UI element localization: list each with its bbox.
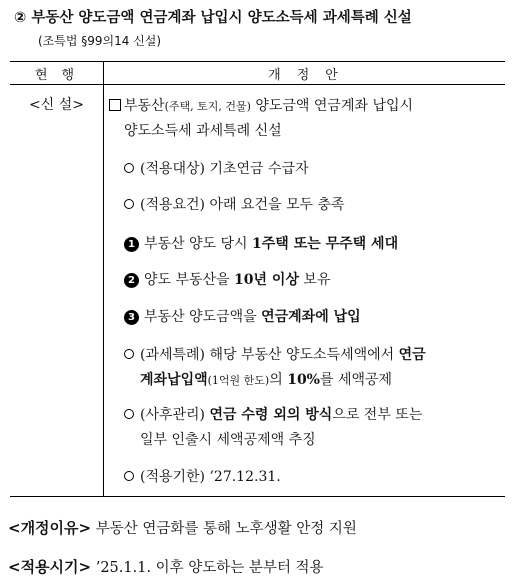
section-title: ② 부동산 양도금액 연금계좌 납입시 양도소득세 과세특례 신설	[14, 10, 412, 26]
benefit-line1: (과세특례) 해당 부동산 양도소득세액에서 연금	[124, 344, 426, 364]
effective-row	[8, 556, 324, 577]
hollow-circle-bullet-icon	[124, 163, 134, 173]
current-status-label: <신 설>	[29, 97, 84, 113]
aftercare-line1: (사후관리) 연금 수령 외의 방식으로 전부 또는	[124, 404, 422, 424]
column-header-revised: 개정안	[268, 68, 354, 83]
number-1-icon: 1	[124, 237, 139, 252]
number-2-icon: 2	[124, 273, 139, 288]
item-title-line2: 양도소득세 과세특례 신설	[124, 123, 282, 139]
column-header-current: 현행	[34, 68, 89, 83]
effective-label: <적용시기>	[8, 558, 92, 576]
requirement-2: 2 양도 부동산을 10년 이상 보유	[124, 269, 330, 289]
deadline-row: (적용기한) ’27.12.31.	[124, 466, 281, 486]
item-title-line1: 부동산(주택, 토지, 건물) 양도금액 연금계좌 납입시	[109, 95, 413, 115]
reason-text: 부동산 연금화를 통해 노후생활 안정 지원	[95, 521, 357, 537]
reason-row	[8, 517, 357, 538]
hollow-circle-bullet-icon	[124, 199, 134, 209]
hollow-circle-bullet-icon	[124, 409, 134, 419]
number-3-icon: 3	[124, 310, 139, 325]
header-divider	[10, 84, 505, 85]
aftercare-line2: 일부 인출시 세액공제액 추징	[140, 432, 316, 448]
checkbox-square-icon	[109, 99, 121, 111]
requirement-3: 3 부동산 양도금액을 연금계좌에 납입	[124, 306, 361, 326]
comparison-table	[10, 61, 505, 497]
section-subtitle: (조특법 §99의14 신설)	[38, 34, 162, 48]
target-row: (적용대상) 기초연금 수급자	[124, 158, 309, 178]
benefit-line2: 계좌납입액(1억원 한도)의 10%를 세액공제	[140, 372, 393, 388]
requirement-row: (적용요건) 아래 요건을 모두 충족	[124, 194, 345, 214]
reason-label: <개정이유>	[8, 519, 92, 537]
effective-text: ’25.1.1. 이후 양도하는 분부터 적용	[95, 560, 324, 576]
hollow-circle-bullet-icon	[124, 349, 134, 359]
hollow-circle-bullet-icon	[124, 471, 134, 481]
column-divider	[103, 62, 104, 496]
requirement-1: 1 부동산 양도 당시 1주택 또는 무주택 세대	[124, 233, 398, 253]
